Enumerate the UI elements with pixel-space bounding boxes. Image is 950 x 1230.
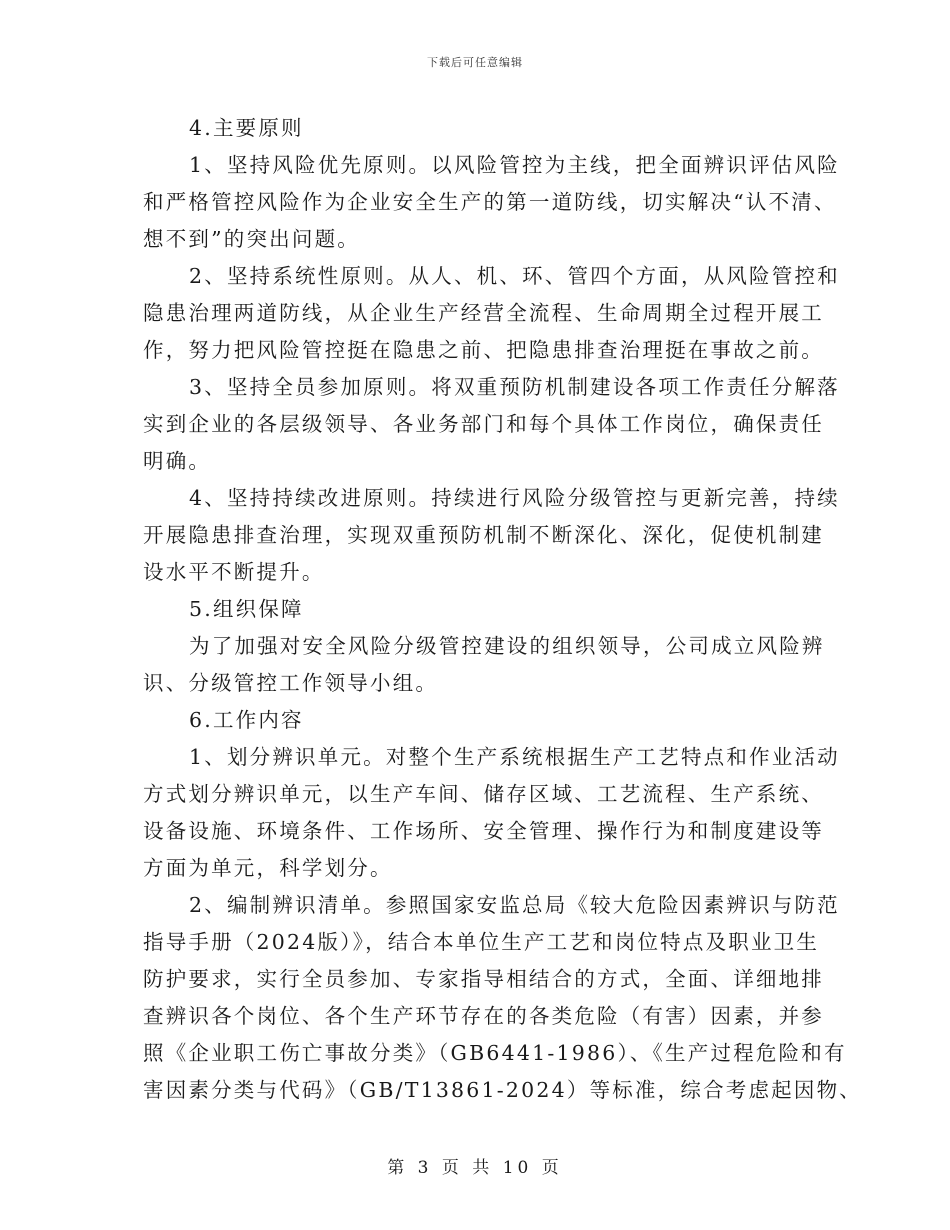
text-line: 隐患治理两道防线，从企业生产经营全流程、生命周期全过程开展工 [143, 301, 824, 325]
text-line: 2、坚持系统性原则。从人、机、环、管四个方面，从风险管控和 [189, 264, 840, 288]
text-line: 想不到”的突出问题。 [143, 227, 360, 251]
text-line: 方式划分辨识单元，以生产车间、储存区域、工艺流程、生产系统、 [143, 782, 824, 806]
text-line: 2、编制辨识清单。参照国家安监总局《较大危险因素辨识与防范 [189, 893, 840, 917]
text-line: 指导手册（2024版）》，结合本单位生产工艺和岗位特点及职业卫生 [143, 930, 820, 954]
text-line: 4、坚持持续改进原则。持续进行风险分级管控与更新完善，持续 [189, 486, 840, 510]
text-line: 作，努力把风险管控挺在隐患之前、把隐患排查治理挺在事故之前。 [143, 338, 824, 362]
text-line: 查辨识各个岗位、各个生产环节存在的各类危险（有害）因素，并参 [143, 1004, 824, 1028]
text-line: 防护要求，实行全员参加、专家指导相结合的方式，全面、详细地排 [143, 967, 824, 991]
text-line: 开展隐患排查治理，实现双重预防机制不断深化、深化，促使机制建 [143, 523, 824, 547]
text-line: 1、划分辨识单元。对整个生产系统根据生产工艺特点和作业活动 [189, 745, 840, 769]
text-line: 1、坚持风险优先原则。以风险管控为主线，把全面辨识评估风险 [189, 153, 840, 177]
text-line: 方面为单元，科学划分。 [143, 856, 393, 880]
text-line: 和严格管控风险作为企业安全生产的第一道防线，切实解决“认不清、 [143, 190, 837, 214]
text-line: 为了加强对安全风险分级管控建设的组织领导，公司成立风险辨 [189, 634, 825, 658]
text-line: 6.工作内容 [189, 708, 304, 732]
text-line: 设水平不断提升。 [143, 560, 325, 584]
text-line: 设备设施、环境条件、工作场所、安全管理、操作行为和制度建设等 [143, 819, 824, 843]
document-body [143, 110, 862, 1109]
text-line: 3、坚持全员参加原则。将双重预防机制建设各项工作责任分解落 [189, 375, 840, 399]
text-line: 害因素分类与代码》（GB/T13861-2024）等标准，综合考虑起因物、 [143, 1078, 862, 1102]
text-line: 识、分级管控工作领导小组。 [143, 671, 439, 695]
text-line: 5.组织保障 [189, 597, 304, 621]
text-line: 实到企业的各层级领导、各业务部门和每个具体工作岗位，确保责任 [143, 412, 824, 436]
text-line: 4.主要原则 [189, 116, 304, 140]
text-line: 照《企业职工伤亡事故分类》（GB6441-1986）、《生产过程危险和有 [143, 1041, 847, 1065]
page-number-footer: 第 3 页 共 10 页 [387, 1158, 563, 1178]
header-note: 下载后可任意编辑 [427, 56, 523, 69]
text-line: 明确。 [143, 449, 212, 473]
